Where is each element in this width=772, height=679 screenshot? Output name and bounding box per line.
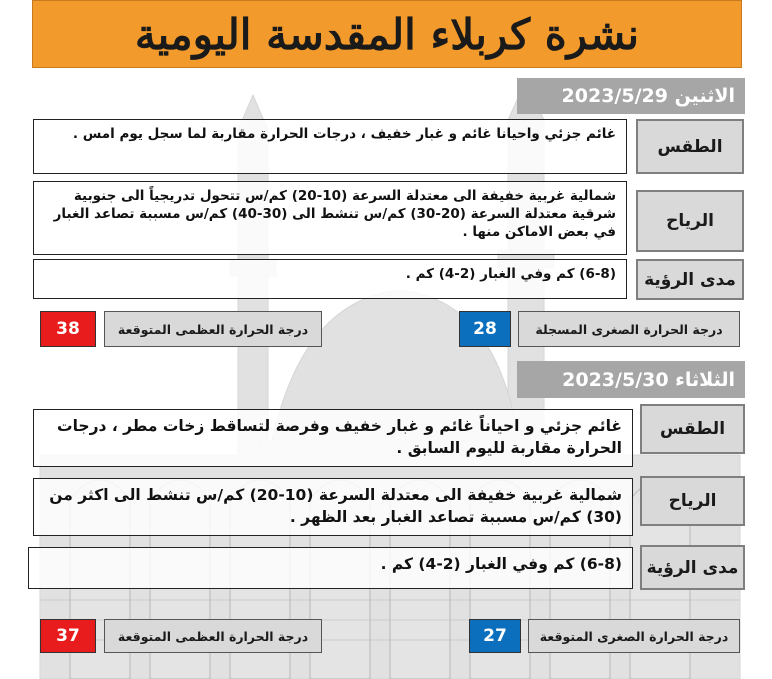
day1-weather-text: غائم جزئي واحيانا غائم و غبار خفيف ، درجات الحرارة مقاربة لما سجل يوم امس . bbox=[72, 126, 616, 142]
day1-wind-text-box bbox=[33, 181, 627, 255]
day1-min-temp-label: درجة الحرارة الصغرى المسجلة bbox=[535, 321, 723, 337]
day1-visibility-label: مدى الرؤية bbox=[644, 269, 736, 290]
day1-max-temp-label-box bbox=[104, 311, 322, 347]
day1-min-temp-value: 28 bbox=[473, 319, 497, 339]
day1-max-temp-value: 38 bbox=[56, 319, 80, 339]
day1-visibility-label-box bbox=[636, 259, 744, 300]
day2-max-temp-label: درجة الحرارة العظمى المتوقعة bbox=[117, 628, 309, 644]
day2-weather-label: الطقس bbox=[659, 419, 726, 439]
day2-max-temp-label-box bbox=[104, 619, 322, 653]
day2-visibility-text-box bbox=[28, 547, 633, 589]
day1-visibility-text-box bbox=[33, 259, 627, 299]
day2-max-temp-value-box bbox=[40, 619, 96, 653]
day2-weather-text: غائم جزئي و احياناً غائم و غبار خفيف وفرصة لتساقط زخات مطر ، درجات الحرارة مقاربة لليوم السابق . bbox=[57, 417, 622, 457]
day2-visibility-label: مدى الرؤية bbox=[646, 557, 739, 578]
day2-visibility-text: (6-8) كم وفي الغبار (2-4) كم . bbox=[380, 555, 622, 573]
day2-visibility-label-box bbox=[640, 545, 745, 590]
day1-visibility-text: (6-8) كم وفي الغبار (2-4) كم . bbox=[405, 266, 616, 282]
day2-min-temp-label-box bbox=[528, 619, 740, 653]
day1-date-bar bbox=[517, 78, 745, 114]
day2-min-temp-value: 27 bbox=[483, 626, 507, 646]
day1-max-temp-label: درجة الحرارة العظمى المتوقعة bbox=[117, 321, 309, 337]
day1-wind-text: شمالية غربية خفيفة الى معتدلة السرعة (10-20) كم/س تتحول تدريجياً الى جنوبية شرقية معتدلة السرعة (20-30) كم/س تنشط الى (30-40) كم/س مسببة تصاعد الغبار في بعض الاماكن منها . bbox=[53, 188, 616, 240]
day2-weather-label-box bbox=[640, 404, 745, 454]
day1-weather-label-box bbox=[636, 119, 744, 174]
day2-wind-label-box bbox=[640, 476, 745, 526]
day2-date: الثلاثاء 2023/5/30 bbox=[562, 368, 735, 391]
day1-wind-label-box bbox=[636, 190, 744, 252]
day1-date: الاثنين 2023/5/29 bbox=[561, 85, 735, 107]
header-banner bbox=[32, 0, 742, 68]
day2-min-temp-label: درجة الحرارة الصغرى المتوقعة bbox=[539, 628, 729, 644]
day2-wind-label: الرياح bbox=[668, 491, 717, 511]
page-title: نشرة كربلاء المقدسة اليومية bbox=[134, 9, 640, 59]
day2-max-temp-value: 37 bbox=[56, 626, 80, 646]
day1-min-temp-value-box bbox=[459, 311, 511, 347]
day2-min-temp-value-box bbox=[469, 619, 521, 653]
day2-weather-text-box bbox=[33, 409, 633, 467]
day1-weather-label: الطقس bbox=[657, 136, 723, 157]
day2-wind-text-box bbox=[33, 478, 633, 536]
day2-wind-text: شمالية غربية خفيفة الى معتدلة السرعة (10-20) كم/س تنشط الى اكثر من (30) كم/س مسببة تصاعد الغبار بعد الظهر . bbox=[49, 486, 622, 526]
day1-weather-text-box bbox=[33, 119, 627, 174]
day1-max-temp-value-box bbox=[40, 311, 96, 347]
day1-min-temp-label-box bbox=[518, 311, 740, 347]
day2-date-bar bbox=[517, 361, 745, 398]
day1-wind-label: الرياح bbox=[666, 211, 714, 231]
